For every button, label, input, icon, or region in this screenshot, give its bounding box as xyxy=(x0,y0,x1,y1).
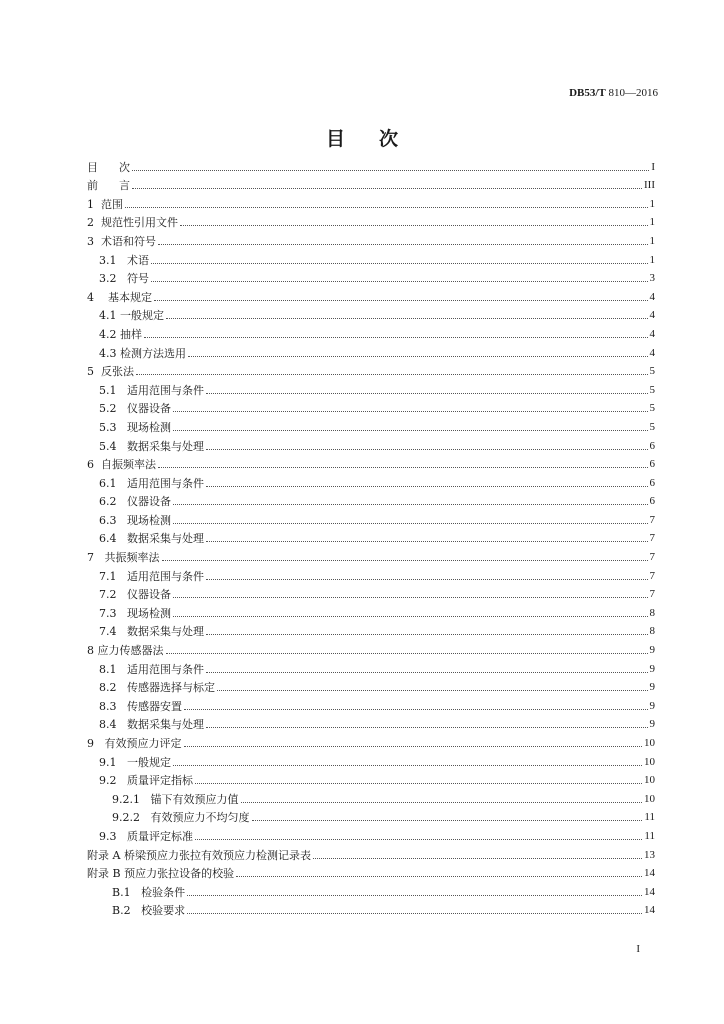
toc-entry[interactable] xyxy=(87,322,655,341)
toc-entry[interactable] xyxy=(87,229,655,248)
toc-leader-dots xyxy=(136,374,648,375)
toc-entry-label xyxy=(99,663,204,676)
toc-entry-title: 言 xyxy=(118,179,130,193)
toc-entry-title: 仪器设备 xyxy=(127,495,171,509)
toc-entry-title: 仪器设备 xyxy=(127,402,171,416)
toc-entry-separator xyxy=(117,607,128,620)
toc-entry-separator xyxy=(131,886,142,899)
toc-leader-dots xyxy=(184,746,643,747)
toc-entry[interactable] xyxy=(87,750,655,769)
toc-entry[interactable] xyxy=(87,211,655,230)
toc-leader-dots xyxy=(206,486,648,487)
toc-leader-dots xyxy=(206,393,648,394)
toc-leader-dots xyxy=(132,188,642,189)
toc-leader-dots xyxy=(166,318,648,319)
toc-entry-title: 现场检测 xyxy=(127,420,171,434)
toc-entry[interactable] xyxy=(87,620,655,639)
toc-entry-number: 9.2 xyxy=(99,774,117,788)
toc-entry[interactable] xyxy=(87,155,655,174)
toc-entry-number: 8.1 xyxy=(99,662,117,676)
toc-entry-page: 7 xyxy=(649,588,655,601)
toc-entry-number: 7.2 xyxy=(99,588,117,602)
toc-entry-page: 5 xyxy=(649,365,655,378)
toc-entry[interactable] xyxy=(87,471,655,490)
toc-leader-dots xyxy=(154,300,648,301)
toc-entry-page: 4 xyxy=(649,290,655,303)
toc-entry-separator xyxy=(117,532,128,545)
toc-entry[interactable] xyxy=(87,638,655,657)
toc-entry-number: 8.4 xyxy=(99,718,117,732)
toc-entry-page: 7 xyxy=(649,532,655,545)
toc-entry-number: B.2 xyxy=(112,904,131,918)
toc-entry-label xyxy=(99,625,204,638)
toc-entry-label xyxy=(112,811,250,824)
toc-entry-separator xyxy=(94,291,108,304)
toc-entry-number: 前 xyxy=(87,179,98,193)
toc-entry-page: 8 xyxy=(649,625,655,638)
toc-entry[interactable] xyxy=(87,267,655,286)
toc-entry-number: 附录 A xyxy=(87,848,121,862)
toc-entry-title: 次 xyxy=(118,160,130,174)
toc-entry-number: 9 xyxy=(87,737,94,750)
toc-entry-separator xyxy=(94,235,101,248)
toc-entry-label xyxy=(99,309,164,322)
toc-entry-label xyxy=(99,328,142,341)
toc-entry-page: 14 xyxy=(644,867,655,880)
toc-entry-label xyxy=(99,756,171,769)
toc-entry-page: 10 xyxy=(644,792,655,805)
toc-entry-title: 质量评定指标 xyxy=(127,774,193,788)
toc-entry-page: 11 xyxy=(644,829,655,842)
standard-number: 810—2016 xyxy=(605,87,658,99)
toc-entry-number: 5.1 xyxy=(99,383,117,397)
toc-entry-page: 9 xyxy=(649,699,655,712)
toc-entry-page: 8 xyxy=(649,606,655,619)
toc-entry-page: 7 xyxy=(649,551,655,564)
toc-entry-page: 11 xyxy=(644,811,655,824)
toc-entry-separator xyxy=(117,756,128,769)
toc-entry-separator xyxy=(98,161,119,174)
toc-entry-label xyxy=(99,830,193,843)
toc-entry-label xyxy=(99,272,149,285)
toc-entry-page: 10 xyxy=(644,755,655,768)
toc-entry[interactable] xyxy=(87,769,655,788)
toc-entry-title: 术语和符号 xyxy=(101,234,156,248)
toc-entry-label xyxy=(87,179,130,192)
toc-entry-page: 5 xyxy=(649,402,655,415)
toc-entry[interactable] xyxy=(87,806,655,825)
toc-entry-title: 预应力张拉设备的校验 xyxy=(124,867,235,881)
toc-leader-dots xyxy=(173,765,642,766)
toc-entry-title: 传感器安置 xyxy=(127,699,182,713)
toc-entry-separator xyxy=(117,718,128,731)
toc-entry-page: 3 xyxy=(649,272,655,285)
toc-entry[interactable] xyxy=(87,899,655,918)
toc-entry-label xyxy=(99,588,171,601)
toc-entry-page: 6 xyxy=(649,458,655,471)
toc-leader-dots xyxy=(151,281,648,282)
toc-entry-separator xyxy=(117,700,128,713)
toc-entry-separator xyxy=(94,551,105,564)
toc-entry-title: 一般规定 xyxy=(127,755,171,769)
toc-entry-number: 6.4 xyxy=(99,532,117,546)
toc-leader-dots xyxy=(188,356,648,357)
toc-entry-number: 4 xyxy=(87,290,94,304)
toc-leader-dots xyxy=(184,709,648,710)
toc-entry-title: 范围 xyxy=(101,197,123,211)
toc-entry-label xyxy=(112,793,239,806)
toc-entry-separator xyxy=(117,663,128,676)
toc-entry[interactable] xyxy=(87,174,655,193)
toc-entry-label xyxy=(99,421,171,434)
toc-entry-page: 6 xyxy=(649,495,655,508)
table-of-contents xyxy=(87,155,655,917)
toc-entry-separator xyxy=(117,272,128,285)
toc-entry-label xyxy=(99,254,149,267)
toc-entry-page: 1 xyxy=(649,253,655,266)
toc-entry-title: 检验条件 xyxy=(141,885,186,899)
toc-entry-separator xyxy=(94,198,101,211)
toc-leader-dots xyxy=(173,523,648,524)
toc-entry[interactable] xyxy=(87,583,655,602)
toc-entry-title: 一般规定 xyxy=(120,309,164,323)
toc-entry-page: 4 xyxy=(649,327,655,340)
toc-leader-dots xyxy=(206,449,648,450)
toc-entry-page: 9 xyxy=(649,718,655,731)
toc-entry-label xyxy=(99,681,215,694)
toc-entry-label xyxy=(99,402,171,415)
toc-leader-dots xyxy=(206,579,648,580)
toc-leader-dots xyxy=(166,653,648,654)
toc-entry-label xyxy=(87,737,182,750)
document-code xyxy=(569,87,658,99)
toc-entry-separator xyxy=(98,179,119,192)
toc-entry-number: 7.1 xyxy=(99,569,117,583)
toc-entry-label xyxy=(87,644,164,657)
toc-leader-dots xyxy=(236,876,642,877)
toc-entry-label xyxy=(87,365,134,378)
toc-entry-number: 9.1 xyxy=(99,755,117,769)
toc-entry-title: 适用范围与条件 xyxy=(127,383,204,397)
toc-leader-dots xyxy=(195,839,642,840)
toc-leader-dots xyxy=(206,634,648,635)
toc-entry-separator xyxy=(94,458,101,471)
toc-entry-number: 3 xyxy=(87,234,94,248)
toc-entry-title: 自振频率法 xyxy=(101,458,156,472)
toc-entry[interactable] xyxy=(87,415,655,434)
toc-entry-number: 6.2 xyxy=(99,495,117,509)
toc-entry-separator xyxy=(117,421,128,434)
toc-leader-dots xyxy=(180,225,648,226)
toc-entry[interactable] xyxy=(87,508,655,527)
toc-entry-label xyxy=(99,477,204,490)
toc-entry-number: 5 xyxy=(87,365,94,379)
toc-entry-page: 1 xyxy=(649,216,655,229)
toc-entry[interactable] xyxy=(87,434,655,453)
toc-entry-page: 13 xyxy=(644,848,655,861)
standard-code: DB53/T xyxy=(569,87,606,99)
toc-entry-number: 4.1 xyxy=(99,309,117,323)
toc-entry-title: 数据采集与处理 xyxy=(127,625,204,639)
toc-entry-number: 2 xyxy=(87,216,94,230)
toc-entry-label xyxy=(99,440,204,453)
title-char-1: 目 xyxy=(325,128,345,150)
toc-entry[interactable] xyxy=(87,713,655,732)
toc-entry-label xyxy=(99,607,171,620)
toc-entry-number: 附录 B xyxy=(87,867,121,881)
toc-entry-label xyxy=(99,532,204,545)
toc-entry-page: 4 xyxy=(649,346,655,359)
toc-entry-title: 抽样 xyxy=(120,327,142,341)
toc-entry-number: 1 xyxy=(87,197,94,211)
toc-entry[interactable] xyxy=(87,731,655,750)
toc-entry-separator xyxy=(140,793,151,806)
toc-entry[interactable] xyxy=(87,601,655,620)
toc-entry[interactable] xyxy=(87,657,655,676)
toc-entry-page: 5 xyxy=(649,383,655,396)
toc-entry[interactable] xyxy=(87,862,655,881)
toc-entry-number: 9.3 xyxy=(99,829,117,843)
toc-entry-label xyxy=(87,198,123,211)
toc-entry-number: 7.4 xyxy=(99,625,117,639)
toc-entry-title: 有效预应力不均匀度 xyxy=(150,811,250,825)
toc-entry-number: 9.2.2 xyxy=(112,811,140,825)
toc-entry-label xyxy=(99,718,204,731)
toc-entry-label xyxy=(99,495,171,508)
toc-entry-label xyxy=(99,700,182,713)
toc-entry-title: 锚下有效预应力值 xyxy=(150,792,239,806)
toc-entry-page: 6 xyxy=(649,476,655,489)
title-char-2: 次 xyxy=(379,128,399,150)
toc-leader-dots xyxy=(144,337,648,338)
toc-entry-number: 4.3 xyxy=(99,346,117,360)
toc-entry-title: 检测方法选用 xyxy=(120,346,186,360)
toc-entry[interactable] xyxy=(87,490,655,509)
toc-entry-separator xyxy=(94,216,101,229)
toc-entry-title: 适用范围与条件 xyxy=(127,662,204,676)
toc-entry[interactable] xyxy=(87,787,655,806)
toc-entry[interactable] xyxy=(87,676,655,695)
toc-leader-dots xyxy=(158,467,648,468)
toc-entry-title: 共振频率法 xyxy=(104,551,160,565)
toc-entry-separator xyxy=(140,811,151,824)
toc-leader-dots xyxy=(173,411,648,412)
toc-leader-dots xyxy=(217,690,648,691)
toc-entry-separator xyxy=(117,440,128,453)
toc-entry-page: 7 xyxy=(649,513,655,526)
toc-entry[interactable] xyxy=(87,880,655,899)
toc-entry-page: III xyxy=(644,179,655,192)
toc-entry-page: 14 xyxy=(644,885,655,898)
toc-leader-dots xyxy=(206,541,648,542)
toc-entry-title: 适用范围与条件 xyxy=(127,569,204,583)
toc-entry-title: 现场检测 xyxy=(127,513,171,527)
toc-entry-title: 适用范围与条件 xyxy=(127,476,204,490)
toc-entry-separator xyxy=(117,681,128,694)
toc-entry-label xyxy=(87,867,234,880)
toc-entry-title: 质量评定标准 xyxy=(127,829,193,843)
toc-entry-label xyxy=(87,216,178,229)
toc-entry-page: 9 xyxy=(649,644,655,657)
toc-entry[interactable] xyxy=(87,304,655,323)
toc-entry-separator xyxy=(117,774,128,787)
toc-entry[interactable] xyxy=(87,545,655,564)
toc-entry-number: 3.1 xyxy=(99,253,117,267)
toc-entry-separator xyxy=(94,737,105,750)
toc-entry-number: 目 xyxy=(87,160,98,174)
toc-leader-dots xyxy=(187,895,642,896)
toc-entry-number: 5.3 xyxy=(99,420,117,434)
toc-entry-page: 1 xyxy=(649,197,655,210)
toc-leader-dots xyxy=(125,207,648,208)
toc-entry-title: 符号 xyxy=(127,272,149,286)
toc-entry-page: 14 xyxy=(644,904,655,917)
toc-entry[interactable] xyxy=(87,824,655,843)
toc-entry-separator xyxy=(117,570,128,583)
toc-entry-title: 反张法 xyxy=(101,365,134,379)
toc-entry-label xyxy=(99,384,204,397)
toc-entry-label xyxy=(99,347,186,360)
toc-entry-title: 有效预应力评定 xyxy=(104,737,182,750)
toc-entry-separator xyxy=(117,477,128,490)
toc-entry-separator xyxy=(117,514,128,527)
toc-leader-dots xyxy=(252,820,643,821)
toc-leader-dots xyxy=(173,430,648,431)
toc-leader-dots xyxy=(206,672,648,673)
toc-entry-title: 基本规定 xyxy=(108,290,152,304)
toc-entry-separator xyxy=(117,254,128,267)
toc-entry-page: 9 xyxy=(649,662,655,675)
toc-entry-label xyxy=(87,161,130,174)
toc-entry-page: 10 xyxy=(644,737,655,749)
toc-entry[interactable] xyxy=(87,248,655,267)
toc-entry-number: 8 xyxy=(87,644,94,658)
toc-leader-dots xyxy=(173,597,648,598)
toc-entry-page: 9 xyxy=(649,681,655,694)
toc-entry[interactable] xyxy=(87,397,655,416)
toc-entry-number: 5.2 xyxy=(99,402,117,416)
toc-entry-label xyxy=(112,904,185,917)
toc-leader-dots xyxy=(187,913,642,914)
toc-entry-title: 现场检测 xyxy=(127,606,171,620)
toc-entry-number: 8.3 xyxy=(99,699,117,713)
toc-entry-title: 数据采集与处理 xyxy=(127,532,204,546)
toc-entry-label xyxy=(112,886,185,899)
toc-entry-separator xyxy=(94,365,101,378)
toc-entry-title: 应力传感器法 xyxy=(97,644,164,658)
toc-entry[interactable] xyxy=(87,453,655,472)
toc-leader-dots xyxy=(162,560,648,561)
toc-entry-page: 4 xyxy=(649,309,655,322)
toc-leader-dots xyxy=(158,244,648,245)
toc-entry-title: 术语 xyxy=(127,253,149,267)
toc-entry-page: 10 xyxy=(644,774,655,787)
toc-entry-number: 6 xyxy=(87,458,94,472)
toc-entry-number: 6.1 xyxy=(99,476,117,490)
toc-entry-title: 传感器选择与标定 xyxy=(127,681,215,695)
toc-entry-label xyxy=(87,849,311,862)
toc-entry-number: 5.4 xyxy=(99,439,117,453)
toc-leader-dots xyxy=(151,263,648,264)
toc-entry-separator xyxy=(131,904,142,917)
toc-entry-page: I xyxy=(651,160,655,173)
toc-entry-label xyxy=(87,458,156,471)
toc-entry-number: 9.2.1 xyxy=(112,792,140,806)
toc-entry-separator xyxy=(117,830,128,843)
toc-entry-title: 规范性引用文件 xyxy=(101,216,178,230)
toc-entry-label xyxy=(99,774,193,787)
page-number: I xyxy=(636,943,640,955)
toc-entry[interactable] xyxy=(87,694,655,713)
toc-entry-label xyxy=(99,570,204,583)
toc-leader-dots xyxy=(173,504,648,505)
toc-entry-label xyxy=(99,514,171,527)
toc-entry[interactable] xyxy=(87,192,655,211)
toc-entry-page: 7 xyxy=(649,569,655,582)
toc-leader-dots xyxy=(313,858,642,859)
toc-entry-number: 6.3 xyxy=(99,513,117,527)
toc-entry[interactable] xyxy=(87,843,655,862)
toc-entry-separator xyxy=(117,495,128,508)
toc-entry-number: 4.2 xyxy=(99,327,117,341)
toc-entry-number: 7 xyxy=(87,551,94,565)
toc-entry-page: 6 xyxy=(649,439,655,452)
toc-entry-page: 1 xyxy=(649,234,655,247)
toc-entry-separator xyxy=(117,402,128,415)
toc-entry[interactable] xyxy=(87,285,655,304)
toc-entry-label xyxy=(87,291,152,304)
toc-leader-dots xyxy=(173,616,648,617)
toc-entry[interactable] xyxy=(87,564,655,583)
toc-entry-number: B.1 xyxy=(112,885,131,899)
toc-entry[interactable] xyxy=(87,341,655,360)
toc-entry-number: 7.3 xyxy=(99,606,117,620)
toc-entry-separator xyxy=(117,625,128,638)
toc-entry[interactable] xyxy=(87,527,655,546)
page-title xyxy=(0,124,724,151)
toc-leader-dots xyxy=(241,802,643,803)
toc-entry[interactable] xyxy=(87,360,655,379)
toc-leader-dots xyxy=(195,783,642,784)
toc-leader-dots xyxy=(132,170,649,171)
toc-entry-title: 校验要求 xyxy=(141,904,186,918)
toc-entry-label xyxy=(87,235,156,248)
toc-entry-title: 桥梁预应力张拉有效预应力检测记录表 xyxy=(123,848,311,862)
toc-entry[interactable] xyxy=(87,378,655,397)
toc-entry-page: 5 xyxy=(649,420,655,433)
toc-entry-label xyxy=(87,551,160,564)
toc-entry-title: 数据采集与处理 xyxy=(127,439,204,453)
toc-entry-title: 仪器设备 xyxy=(127,588,171,602)
toc-entry-number: 8.2 xyxy=(99,681,117,695)
toc-entry-separator xyxy=(117,384,128,397)
toc-leader-dots xyxy=(206,727,648,728)
toc-entry-title: 数据采集与处理 xyxy=(127,718,204,732)
toc-entry-number: 3.2 xyxy=(99,272,117,286)
toc-entry-separator xyxy=(117,588,128,601)
